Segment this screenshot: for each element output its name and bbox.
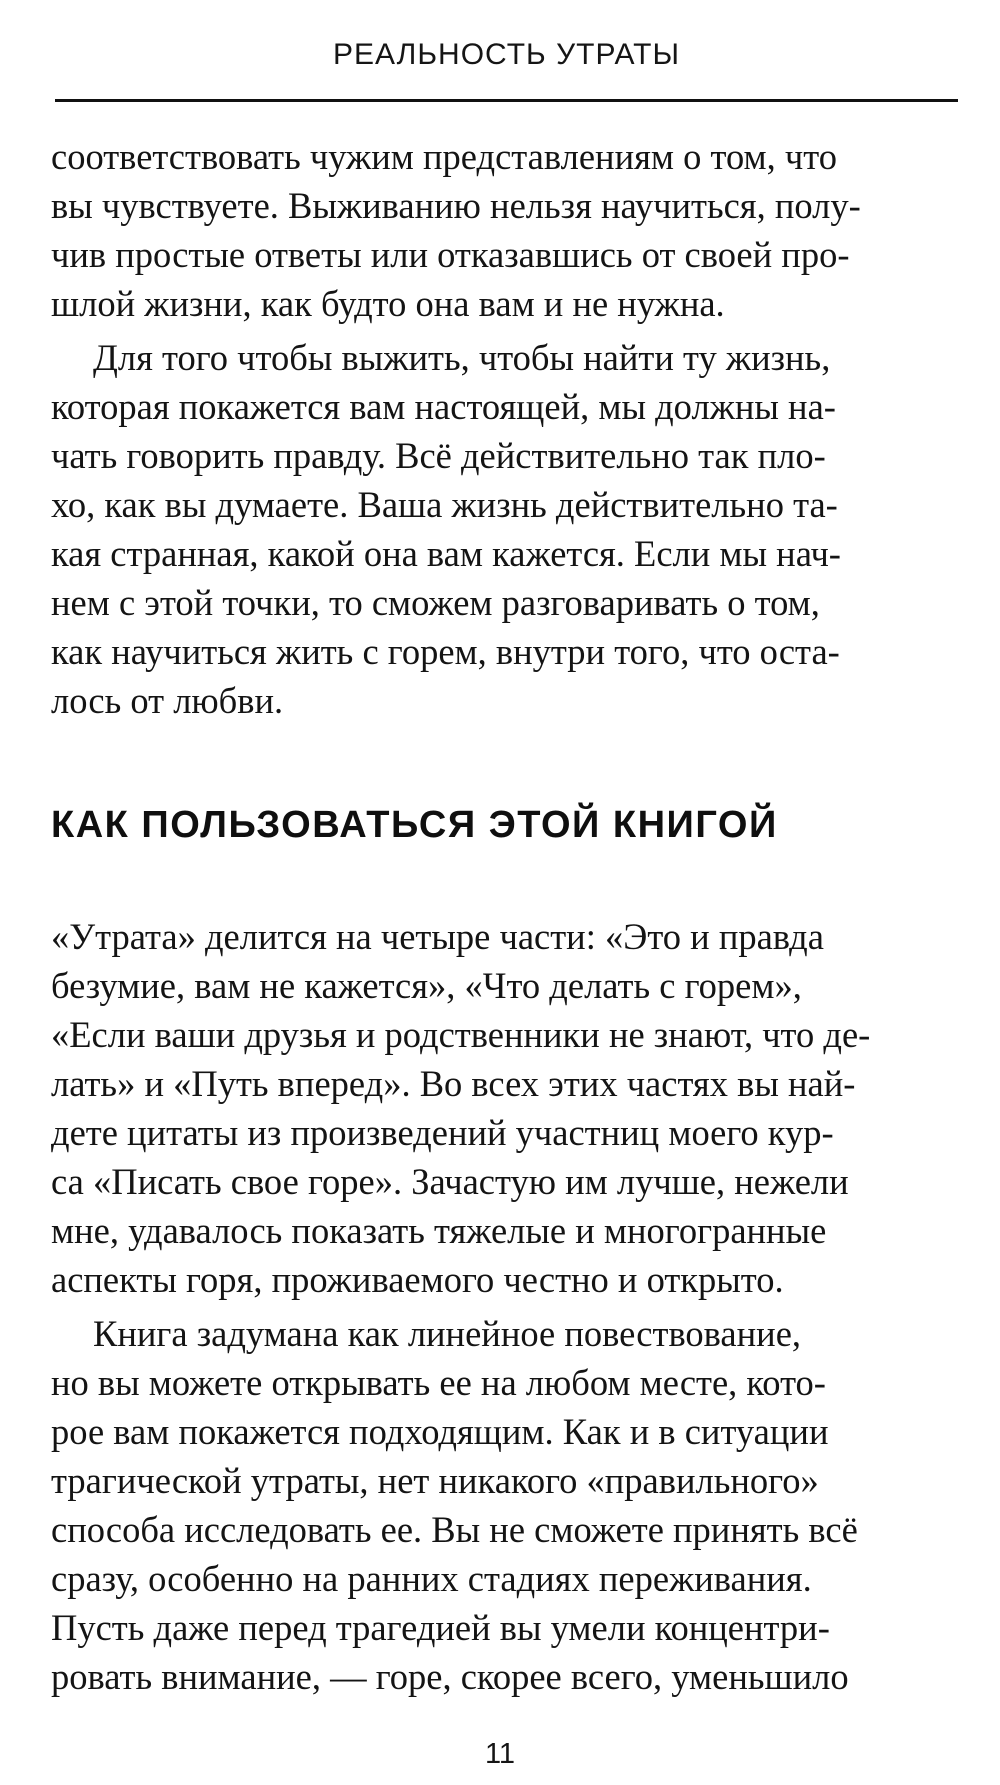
text-block-intro	[51, 132, 958, 725]
running-title: РЕАЛЬНОСТЬ УТРАТЫ	[332, 38, 680, 71]
text-block-how-to-use	[51, 912, 958, 1701]
paragraph: «Утрата» делится на четыре части: «Это и правда безумие, вам не кажется», «Что делать с горем», «Если ваши друзья и родственники не знают, что де- лать» и «Путь вперед». Во всех этих частях вы най- дете цитаты из произведений участниц моего кур- са «Писать свое горе». Зачастую им лучше, нежели мне, удавалось показать тяжелые и многогранные аспекты горя, проживаемого честно и открыто.	[51, 916, 871, 1300]
section-heading: КАК ПОЛЬЗОВАТЬСЯ ЭТОЙ КНИГОЙ	[51, 804, 778, 846]
paragraph: Книга задумана как линейное повествование, но вы можете открывать ее на любом месте, кото- рое вам покажется подходящим. Как и в ситуации трагической утраты, нет никакого «правильного» способа исследовать ее. Вы не сможете принять всё сразу, особенно на ранних стадиях переживания. Пусть даже перед трагедией вы умели концентри- ровать внимание, — горе, скорее всего, уменьшило	[51, 1313, 858, 1697]
paragraph: Для того чтобы выжить, чтобы найти ту жизнь, которая покажется вам настоящей, мы должны на- чать говорить правду. Всё действительно так пло- хо, как вы думаете. Ваша жизнь действительно та- кая странная, какой она вам кажется. Если мы нач- нем с этой точки, то сможем разговаривать о том, как научиться жить с горем, внутри того, что оста- лось от любви.	[51, 337, 841, 721]
page-number: 11	[484, 1738, 516, 1770]
header-rule	[55, 99, 958, 102]
paragraph: соответствовать чужим представлениям о том, что вы чувствуете. Выживанию нельзя научиться, полу- чив простые ответы или отказавшись от своей про- шлой жизни, как будто она вам и не нужна.	[51, 136, 861, 324]
